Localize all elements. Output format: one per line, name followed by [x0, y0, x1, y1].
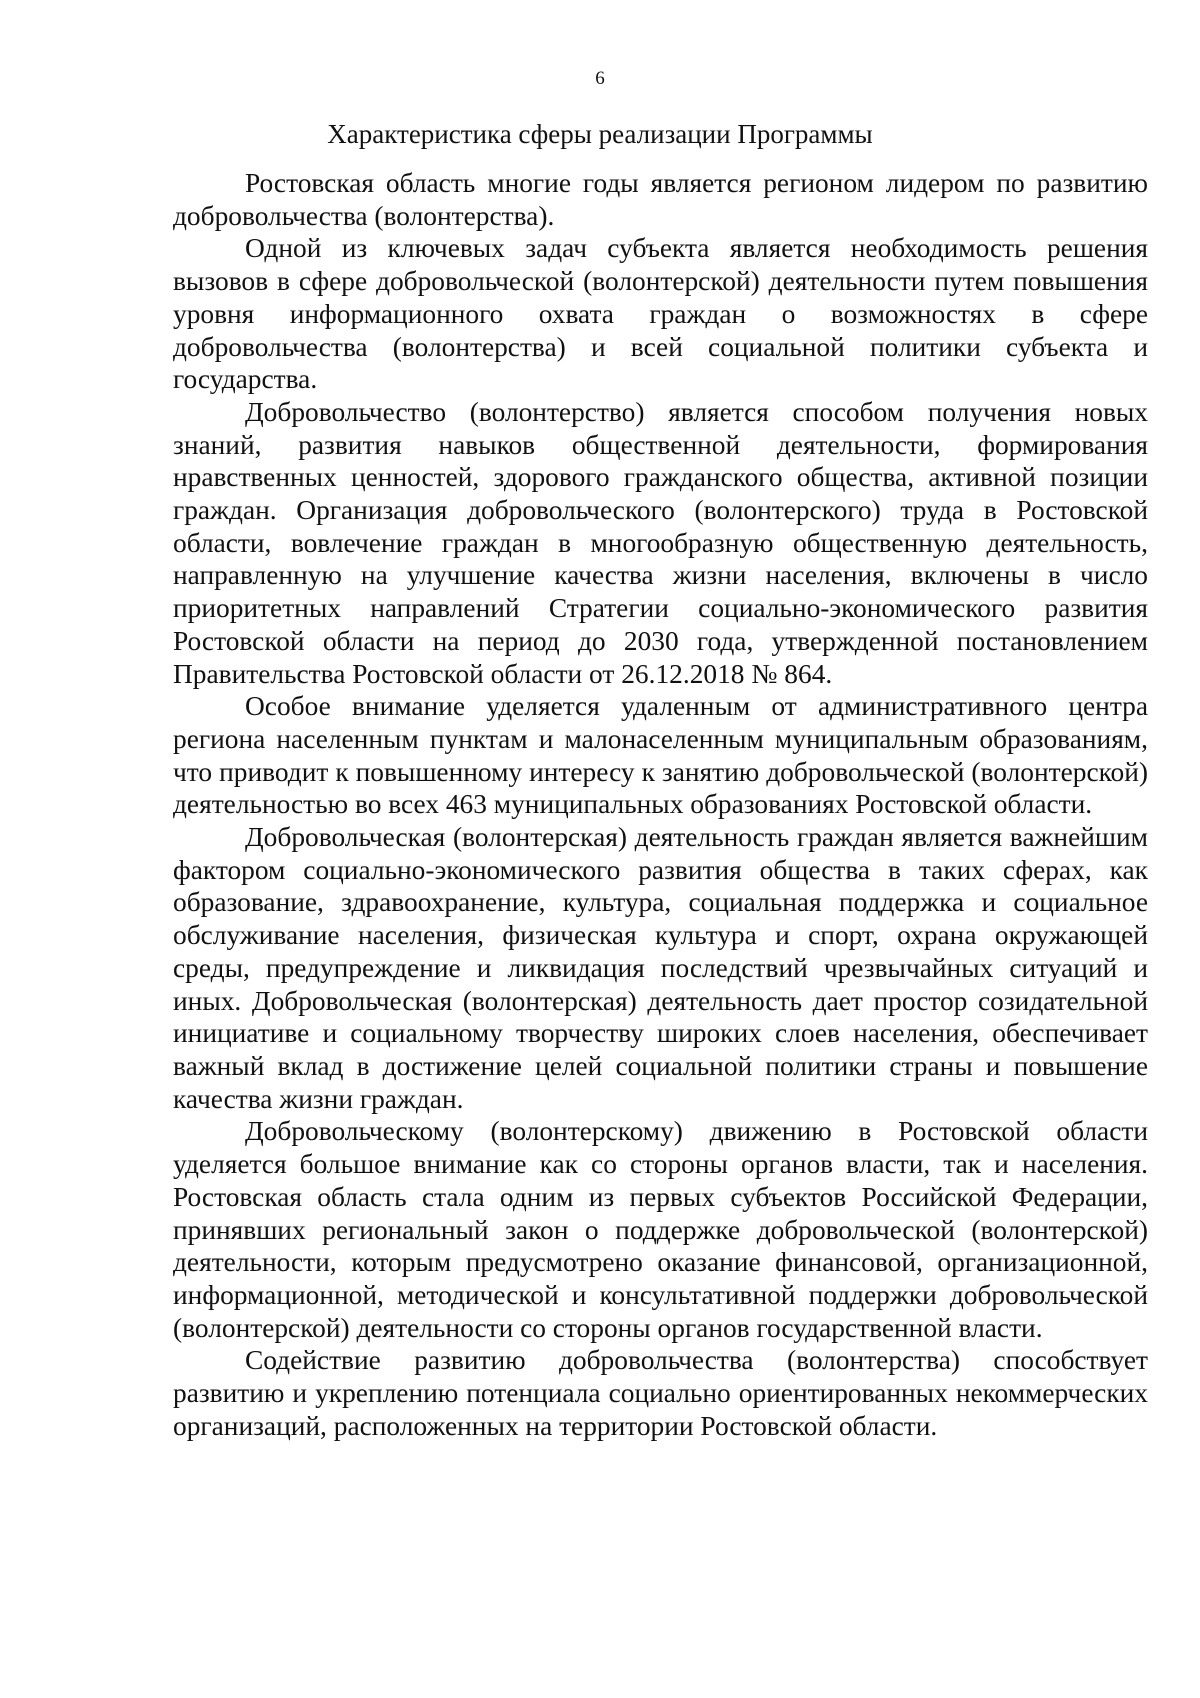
paragraph: Одной из ключевых задач субъекта является необходимость решения вызовов в сфере добровольческой (волонтерской) деятельности путем повышения уровня информационного охвата граждан о возможностях в сфере добровольчества (волонтерства) и всей социальной политики субъекта и государства.	[173, 233, 1148, 395]
paragraph: Ростовская область многие годы является регионом лидером по развитию добровольчества (волонтерства).	[173, 168, 1148, 231]
paragraph: Особое внимание уделяется удаленным от административного центра региона населенным пунктам и малонаселенным муниципальным образованиям, что приводит к повышенному интересу к занятию добровольческой (волонтерской) деятельностью во всех 463 муниципальных образованиях Ростовской области.	[173, 691, 1148, 820]
paragraph: Добровольческому (волонтерскому) движению в Ростовской области уделяется большое внимание как со стороны органов власти, так и населения. Ростовская область стала одним из первых субъектов Российской Федерации, принявших региональный закон о поддержке добровольческой (волонтерской) деятельности, которым предусмотрено оказание финансовой, организационной, информационной, методической и консультативной поддержки добровольческой (волонтерской) деятельности со стороны органов государственной власти.	[173, 1116, 1148, 1343]
paragraph: Добровольческая (волонтерская) деятельность граждан является важнейшим фактором социально-экономического развития общества в таких сферах, как образование, здравоохранение, культура, социальная поддержка и социальное обслуживание населения, физическая культура и спорт, охрана окружающей среды, предупреждение и ликвидация последствий чрезвычайных ситуаций и иных. Добровольческая (волонтерская) деятельность дает простор созидательной инициативе и социальному творчеству широких слоев населения, обеспечивает важный вклад в достижение целей социальной политики страны и повышение качества жизни граждан.	[173, 822, 1148, 1114]
document-body	[173, 167, 1148, 1442]
page-number: 6	[595, 68, 605, 89]
paragraph: Добровольчество (волонтерство) является способом получения новых знаний, развития навыков общественной деятельности, формирования нравственных ценностей, здорового гражданского общества, активной позиции граждан. Организация добровольческого (волонтерского) труда в Ростовской области, вовлечение граждан в многообразную общественную деятельность, направленную на улучшение качества жизни населения, включены в число приоритетных направлений Стратегии социально-экономического развития Ростовской области на период до 2030 года, утвержденной постановлением Правительства Ростовской области от 26.12.2018 № 864.	[173, 396, 1148, 689]
section-heading: Характеристика сферы реализации Программы	[327, 119, 873, 149]
paragraph: Содействие развитию добровольчества (волонтерства) способствует развитию и укреплению потенциала социально ориентированных некоммерческих организаций, расположенных на территории Ростовской области.	[173, 1345, 1148, 1441]
